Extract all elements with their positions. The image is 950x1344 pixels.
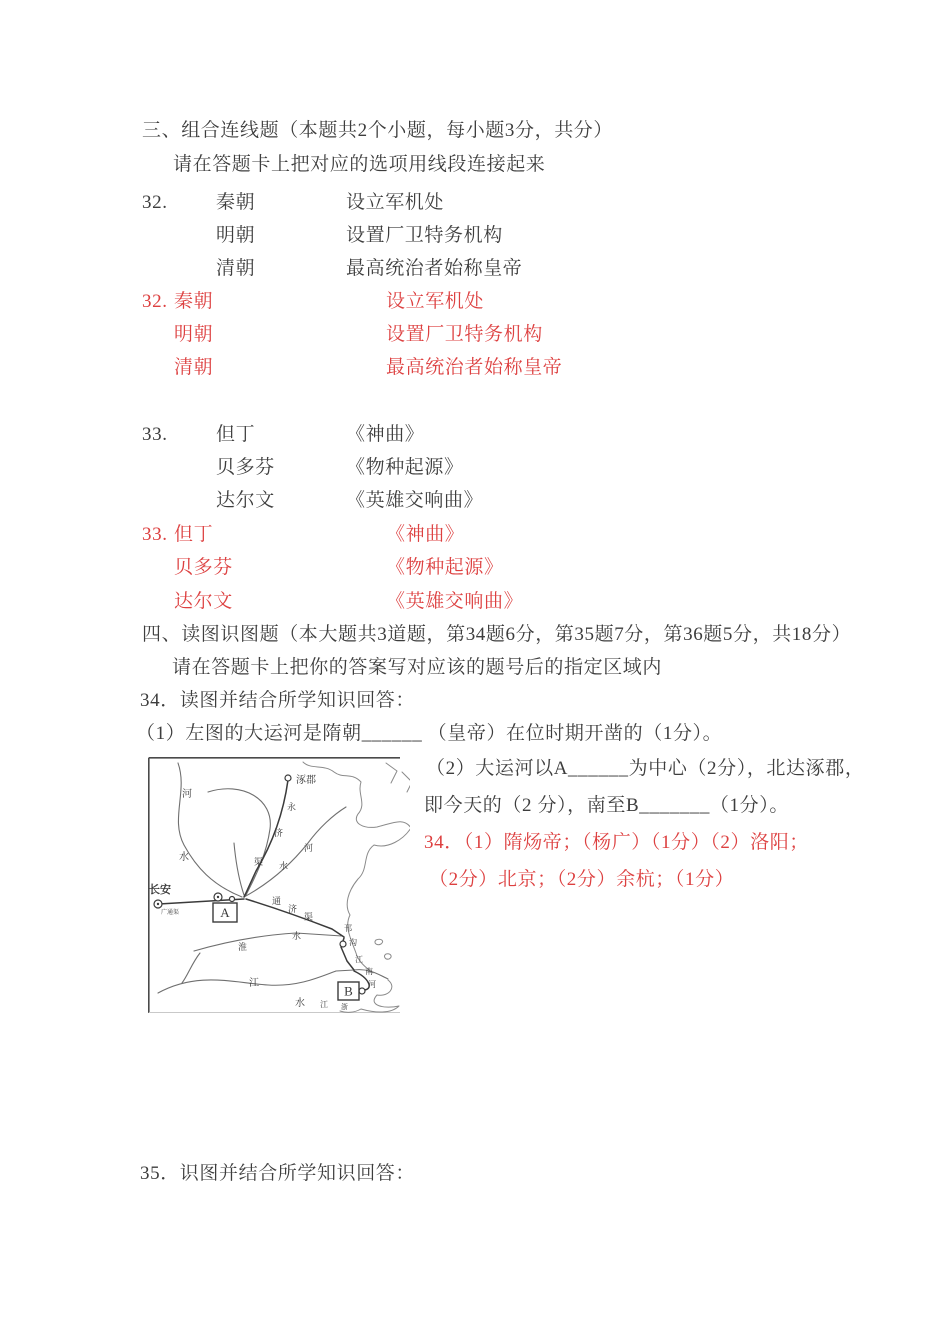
a33-right-2: 《英雄交响曲》	[386, 591, 524, 612]
a32-number: 32.	[142, 291, 168, 312]
q32-left-0: 秦朝	[216, 192, 256, 213]
a33-left-1: 贝多芬	[174, 557, 233, 578]
a33-right-1: 《物种起源》	[386, 557, 504, 578]
city-marker	[340, 941, 346, 947]
map-label: 河	[304, 843, 314, 853]
q32-right-1: 设置厂卫特务机构	[346, 225, 503, 246]
map-label: 河	[182, 789, 192, 800]
q33-number: 33.	[142, 424, 168, 445]
q32-right-0: 设立军机处	[346, 192, 445, 213]
q33-right-0: 《神曲》	[346, 424, 425, 445]
q33-right-2: 《英雄交响曲》	[346, 490, 484, 511]
q33-left-2: 达尔文	[216, 490, 275, 511]
city-marker-dot	[157, 903, 159, 905]
city-marker	[285, 775, 291, 781]
a34-line1: 34．（1）隋炀帝；（杨广）（1分）（2）洛阳；	[424, 832, 809, 853]
map-label: 涿郡	[296, 775, 316, 786]
map-label: 江	[320, 1000, 328, 1009]
map-point-label-B: B	[344, 983, 353, 999]
map-label: 南	[365, 967, 373, 976]
q32-right-2: 最高统治者始称皇帝	[346, 258, 523, 279]
city-marker	[359, 988, 365, 994]
q33-left-0: 但丁	[216, 424, 256, 445]
city-marker-dot	[217, 896, 219, 898]
map-label: 河	[368, 980, 376, 989]
q34-part2-line2: 即今天的（2 分），南至B_______（1分）。	[424, 795, 789, 816]
map-label: 淮	[238, 942, 248, 952]
map-label: 沟	[349, 938, 357, 947]
a32-left-0: 秦朝	[174, 291, 214, 312]
map-label: 济	[288, 904, 298, 914]
delta-islets	[375, 939, 391, 959]
q32-number: 32.	[142, 192, 168, 213]
q33-left-1: 贝多芬	[216, 457, 275, 478]
a33-left-2: 达尔文	[174, 591, 233, 612]
a33-number: 33.	[142, 524, 168, 545]
map-label: 水	[279, 861, 289, 871]
huai-river	[194, 933, 342, 951]
map-label: 广通渠	[161, 910, 180, 916]
map-label: 邗	[344, 924, 352, 933]
grand-canal-map-svg	[148, 757, 410, 1015]
section4-instruction: 请在答题卡上把你的答案写对应该的题号后的指定区域内	[172, 657, 663, 678]
q32-left-1: 明朝	[216, 225, 256, 246]
q32-left-2: 清朝	[216, 258, 256, 279]
map-label: 济	[274, 828, 284, 838]
a32-right-0: 设立军机处	[386, 291, 485, 312]
map-point-label-A: A	[220, 905, 230, 920]
q33-right-1: 《物种起源》	[346, 457, 464, 478]
south-stream	[182, 953, 200, 983]
map-label: 渠	[304, 912, 314, 922]
yellow-river-west	[178, 763, 242, 897]
a32-left-2: 清朝	[174, 357, 214, 378]
section3-instruction: 请在答题卡上把对应的选项用线段连接起来	[173, 154, 546, 175]
yellow-river-east	[244, 807, 346, 897]
islands-northeast	[386, 763, 410, 792]
yongji-canal	[244, 780, 288, 897]
map-label: 水	[295, 998, 305, 1009]
map-label: 永	[287, 802, 297, 812]
map-label: 江	[249, 978, 259, 989]
map-label: 通	[272, 896, 282, 906]
section3-heading: 三、组合连线题（本题共2个小题，每小题3分，共分）	[142, 120, 614, 141]
q34-part1: （1）左图的大运河是隋朝______ （皇帝）在位时期开凿的（1分）。	[136, 723, 723, 744]
a33-left-0: 但丁	[174, 524, 214, 545]
map-label: 水	[179, 852, 189, 863]
tributary-branch	[234, 843, 244, 895]
q34-intro: 34．读图并结合所学知识回答：	[140, 690, 416, 711]
map-label: 江	[355, 955, 363, 964]
map-label: 长安	[149, 884, 171, 896]
a32-left-1: 明朝	[174, 324, 214, 345]
grand-canal-map	[148, 757, 410, 1015]
map-label: 水	[292, 931, 302, 941]
city-marker	[230, 897, 235, 902]
map-label: 浙	[341, 1003, 348, 1011]
q34-part2-line1: （2）大运河以A______为中心（2分），北达涿郡，	[426, 758, 865, 779]
map-label: 渠	[254, 857, 264, 867]
a32-right-2: 最高统治者始称皇帝	[386, 357, 563, 378]
a34-line2: （2分）北京；（2分）余杭；（1分）	[429, 869, 735, 890]
q35-intro: 35．识图并结合所学知识回答：	[140, 1163, 416, 1184]
a32-right-1: 设置厂卫特务机构	[386, 324, 543, 345]
section4-heading: 四、读图识图题（本大题共3道题，第34题6分，第35题7分，第36题5分，共18分）	[142, 624, 852, 645]
a33-right-0: 《神曲》	[386, 524, 465, 545]
